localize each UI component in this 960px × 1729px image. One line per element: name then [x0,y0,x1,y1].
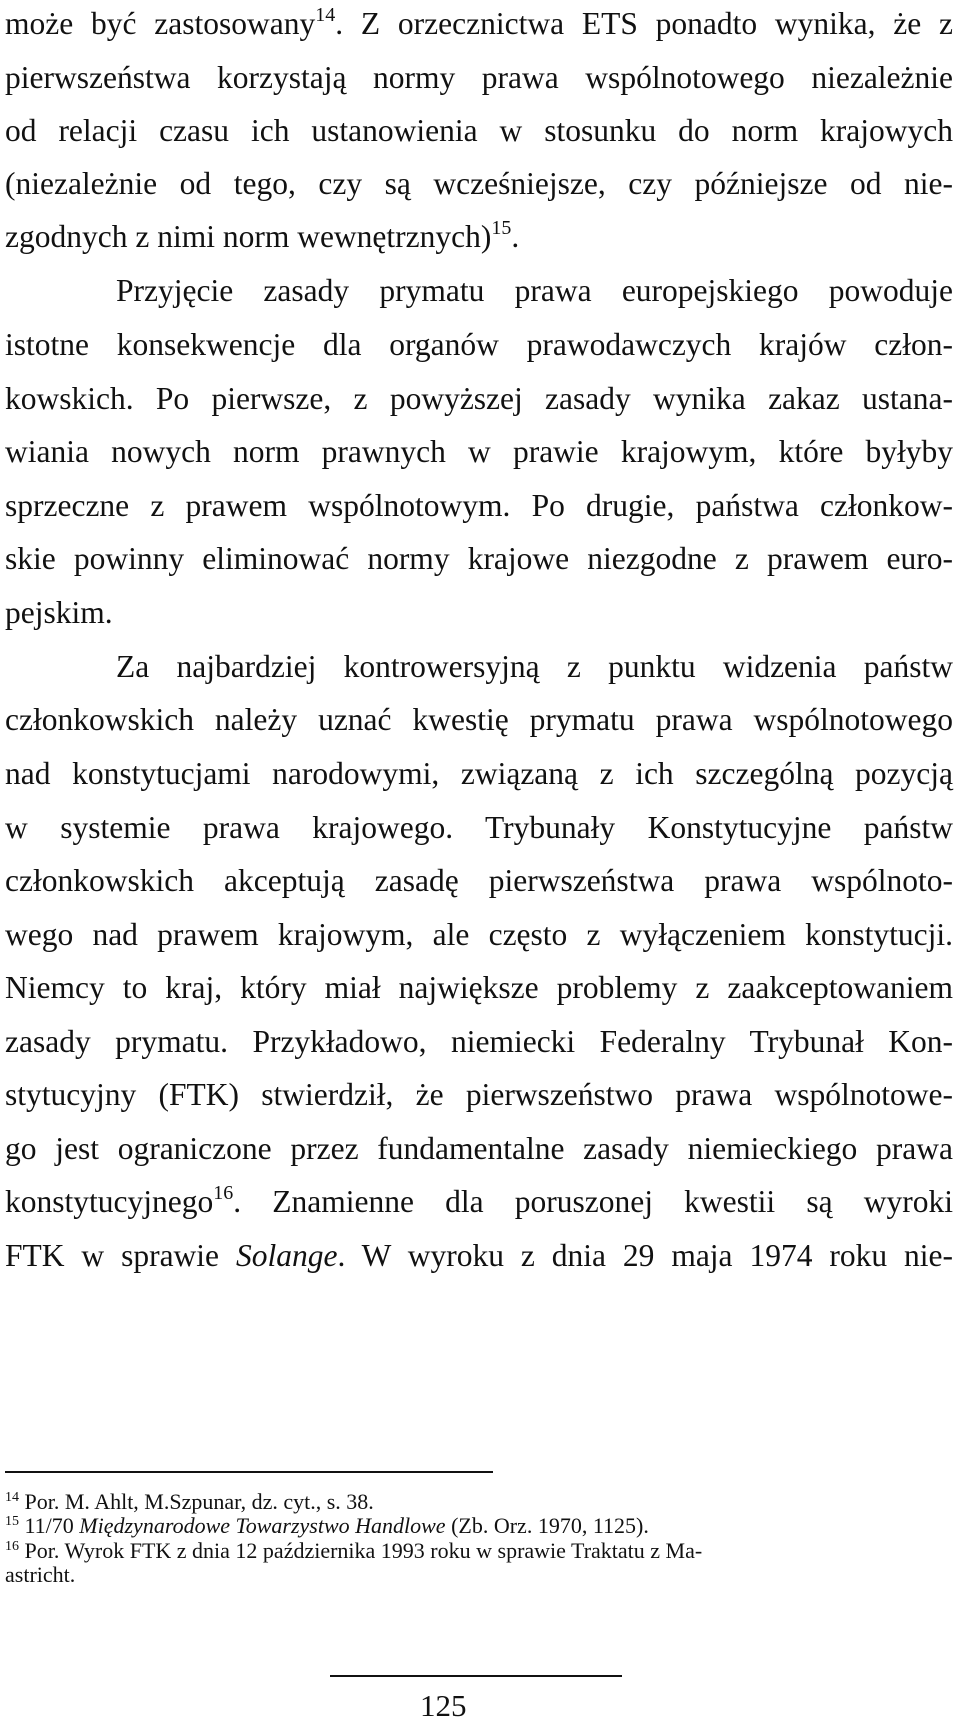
footnote: $^{15}$ 11/70 Międzynarodowe Towarzystwo Handlowe (Zb. Orz. 1970, 1125). [5,1513,649,1538]
text-line: wego nad prawem krajowym, ale często z wyłączeniem konstytucji. [5,917,953,952]
footnote-separator [5,1471,493,1473]
paragraph-first-line: Za najbardziej kontrowersyjną z punktu widzenia państw [116,649,953,684]
text-line: zgodnych z nimi norm wewnętrznych)$^{15}$. [5,217,520,254]
text-line: stytucyjny (FTK) stwierdził, że pierwszeństwo prawa wspólnotowe- [5,1077,953,1112]
footnote-ref: 15 [491,217,512,239]
case-name: Solange [235,1238,338,1273]
text-line: pierwszeństwa korzystają normy prawa wspólnotowego niezależnie [5,60,953,95]
text-line: może być zastosowany$^{14}$. Z orzecznictwa ETS ponadto wynika, że z [5,4,954,41]
text-line: zasady prymatu. Przykładowo, niemiecki Federalny Trybunał Kon- [5,1024,953,1059]
footnote-ref: 14 [315,4,336,26]
text-line: (niezależnie od tego, czy są wcześniejsze, czy późniejsze od nie- [5,166,953,201]
text-line: FTK w sprawie Solange. W wyroku z dnia 29 maja 1974 roku nie- [5,1238,953,1273]
paragraph-first-line: Przyjęcie zasady prymatu prawa europejskiego powoduje [116,273,953,308]
text-line: od relacji czasu ich ustanowienia w stosunku do norm krajowych [5,113,953,148]
page-number-rule [330,1675,622,1677]
text-line: go jest ograniczone przez fundamentalne zasady niemieckiego prawa [5,1131,953,1166]
text-line: członkowskich należy uznać kwestię prymatu prawa wspólnotowego [5,702,953,737]
text-line: w systemie prawa krajowego. Trybunały Konstytucyjne państw [5,810,953,845]
text-line: skie powinny eliminować normy krajowe niezgodne z prawem euro- [5,541,953,576]
text-line: członkowskich akceptują zasadę pierwszeństwa prawa wspólnoto- [5,863,953,898]
text-line: konstytucyjnego$^{16}$. Znamienne dla poruszonej kwestii są wyroki [5,1182,953,1219]
text-line: sprzeczne z prawem wspólnotowym. Po drugie, państwa członkow- [5,488,953,523]
footnote: $^{16}$ Por. Wyrok FTK z dnia 12 października 1993 roku w sprawie Traktatu z Ma- [5,1538,703,1563]
text-line: Niemcy to kraj, który miał największe problemy z zaakceptowaniem [5,970,953,1005]
footnote-continuation: astricht. [5,1562,76,1587]
footnote-ref: 16 [213,1182,234,1204]
footnote: $^{14}$ Por. M. Ahlt, M.Szpunar, dz. cyt., s. 38. [5,1489,374,1514]
text-line: pejskim. [5,595,113,630]
text-line: wiania nowych norm prawnych w prawie krajowym, które byłyby [5,434,953,469]
text-line: kowskich. Po pierwsze, z powyższej zasady wynika zakaz ustana- [5,381,953,416]
page-number: 125 [420,1688,467,1723]
text-line: istotne konsekwencje dla organów prawodawczych krajów człon- [5,327,953,362]
text-line: nad konstytucjami narodowymi, związaną z ich szczególną pozycją [5,756,953,791]
